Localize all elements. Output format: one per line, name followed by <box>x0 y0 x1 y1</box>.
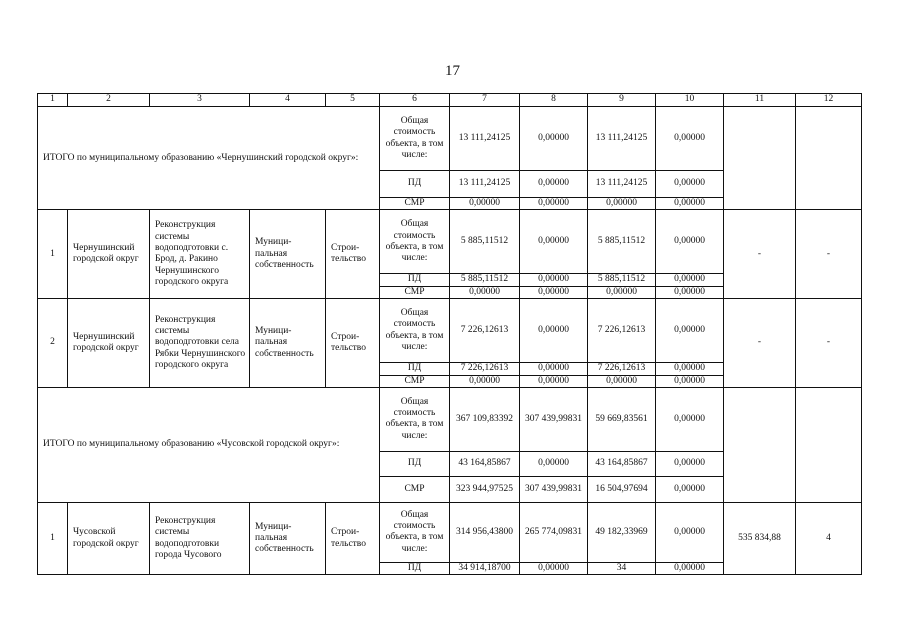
work-type-cell: Строи-тельство <box>326 502 380 574</box>
value-cell: 7 226,12613 <box>450 363 520 375</box>
budget-table <box>37 93 862 575</box>
pd-label: ПД <box>380 274 450 286</box>
value-cell: 367 109,83392 <box>450 387 520 451</box>
value-cell: 0,00000 <box>520 274 588 286</box>
value-cell: 0,00000 <box>450 375 520 387</box>
cost-label: Общая стоимость объекта, в том числе: <box>380 502 450 562</box>
col11-cell: - <box>724 299 796 388</box>
value-cell: 0,00000 <box>656 502 724 562</box>
cost-label: Общая стоимость объекта, в том числе: <box>380 299 450 363</box>
value-cell: 0,00000 <box>656 286 724 298</box>
value-cell: 13 111,24125 <box>588 171 656 198</box>
value-cell: 0,00000 <box>520 198 588 210</box>
value-cell: 0,00000 <box>520 286 588 298</box>
object-cell: Реконструкция системы водоподготовки города Чусового <box>150 502 250 574</box>
value-cell: 0,00000 <box>656 299 724 363</box>
value-cell: 43 164,85867 <box>588 451 656 476</box>
empty-cell <box>796 107 862 210</box>
ownership-cell: Муници-пальная собственность <box>250 299 326 388</box>
value-cell: 0,00000 <box>520 363 588 375</box>
value-cell: 0,00000 <box>656 107 724 171</box>
ownership-cell: Муници-пальная собственность <box>250 210 326 299</box>
value-cell: 13 111,24125 <box>588 107 656 171</box>
municipality-cell: Чернушинский городской округ <box>68 210 150 299</box>
cost-label: Общая стоимость объекта, в том числе: <box>380 107 450 171</box>
ownership-cell: Муници-пальная собственность <box>250 502 326 574</box>
col-header: 6 <box>380 94 450 107</box>
value-cell: 7 226,12613 <box>588 299 656 363</box>
value-cell: 13 111,24125 <box>450 171 520 198</box>
cost-label: Общая стоимость объекта, в том числе: <box>380 387 450 451</box>
value-cell: 0,00000 <box>450 286 520 298</box>
value-cell: 16 504,97694 <box>588 476 656 502</box>
pd-label: ПД <box>380 451 450 476</box>
value-cell: 0,00000 <box>450 198 520 210</box>
value-cell: 0,00000 <box>656 363 724 375</box>
col-header: 1 <box>38 94 68 107</box>
smr-label: СМР <box>380 476 450 502</box>
cost-label: Общая стоимость объекта, в том числе: <box>380 210 450 274</box>
value-cell: 59 669,83561 <box>588 387 656 451</box>
value-cell: 0,00000 <box>588 198 656 210</box>
value-cell: 265 774,09831 <box>520 502 588 562</box>
value-cell: 5 885,11512 <box>588 210 656 274</box>
table-row <box>38 387 862 451</box>
col11-cell: 535 834,88 <box>724 502 796 574</box>
col-header: 7 <box>450 94 520 107</box>
value-cell: 0,00000 <box>656 198 724 210</box>
row-number: 1 <box>38 502 68 574</box>
subtotal-title: ИТОГО по муниципальному образованию «Чернушинский городской округ»: <box>38 107 380 210</box>
empty-cell <box>724 387 796 502</box>
value-cell: 7 226,12613 <box>450 299 520 363</box>
value-cell: 5 885,11512 <box>450 274 520 286</box>
table-row <box>38 502 862 562</box>
value-cell: 0,00000 <box>656 375 724 387</box>
page-number: 17 <box>445 63 460 79</box>
value-cell: 0,00000 <box>520 107 588 171</box>
pd-label: ПД <box>380 171 450 198</box>
value-cell: 0,00000 <box>656 171 724 198</box>
col12-cell: - <box>796 210 862 299</box>
row-number: 2 <box>38 299 68 388</box>
value-cell: 0,00000 <box>520 299 588 363</box>
col-header: 11 <box>724 94 796 107</box>
value-cell: 0,00000 <box>656 451 724 476</box>
work-type-cell: Строи-тельство <box>326 299 380 388</box>
value-cell: 323 944,97525 <box>450 476 520 502</box>
value-cell: 7 226,12613 <box>588 363 656 375</box>
smr-label: СМР <box>380 375 450 387</box>
value-cell: 0,00000 <box>656 274 724 286</box>
row-number: 1 <box>38 210 68 299</box>
col-header: 10 <box>656 94 724 107</box>
col-header: 9 <box>588 94 656 107</box>
subtotal-title: ИТОГО по муниципальному образованию «Чусовской городской округ»: <box>38 387 380 502</box>
value-cell: 0,00000 <box>656 387 724 451</box>
value-cell: 0,00000 <box>656 476 724 502</box>
table-row <box>38 299 862 363</box>
pd-label: ПД <box>380 363 450 375</box>
value-cell: 43 164,85867 <box>450 451 520 476</box>
empty-cell <box>796 387 862 502</box>
value-cell: 13 111,24125 <box>450 107 520 171</box>
value-cell: 0,00000 <box>656 210 724 274</box>
object-cell: Реконструкция системы водоподготовки села Рябки Чернушинского городского округа <box>150 299 250 388</box>
empty-cell <box>724 107 796 210</box>
smr-label: СМР <box>380 198 450 210</box>
pd-label: ПД <box>380 562 450 574</box>
col-header: 3 <box>150 94 250 107</box>
value-cell: 0,00000 <box>588 375 656 387</box>
table-row <box>38 107 862 171</box>
value-cell: 5 885,11512 <box>588 274 656 286</box>
object-cell: Реконструкция системы водоподготовки с. Брод, д. Ракино Чернушинского городского округа <box>150 210 250 299</box>
value-cell: 34 914,18700 <box>450 562 520 574</box>
value-cell: 0,00000 <box>520 375 588 387</box>
value-cell: 0,00000 <box>520 210 588 274</box>
col12-cell: 4 <box>796 502 862 574</box>
value-cell: 0,00000 <box>520 171 588 198</box>
value-cell: 34 <box>588 562 656 574</box>
value-cell: 0,00000 <box>588 286 656 298</box>
table-row <box>38 210 862 274</box>
col12-cell: - <box>796 299 862 388</box>
smr-label: СМР <box>380 286 450 298</box>
col-header: 4 <box>250 94 326 107</box>
col-header: 5 <box>326 94 380 107</box>
header-row <box>38 94 862 107</box>
municipality-cell: Чусовской городской округ <box>68 502 150 574</box>
value-cell: 314 956,43800 <box>450 502 520 562</box>
value-cell: 0,00000 <box>520 562 588 574</box>
value-cell: 307 439,99831 <box>520 387 588 451</box>
col-header: 8 <box>520 94 588 107</box>
value-cell: 0,00000 <box>656 562 724 574</box>
value-cell: 307 439,99831 <box>520 476 588 502</box>
col11-cell: - <box>724 210 796 299</box>
col-header: 12 <box>796 94 862 107</box>
municipality-cell: Чернушинский городской округ <box>68 299 150 388</box>
value-cell: 0,00000 <box>520 451 588 476</box>
work-type-cell: Строи-тельство <box>326 210 380 299</box>
col-header: 2 <box>68 94 150 107</box>
value-cell: 49 182,33969 <box>588 502 656 562</box>
value-cell: 5 885,11512 <box>450 210 520 274</box>
